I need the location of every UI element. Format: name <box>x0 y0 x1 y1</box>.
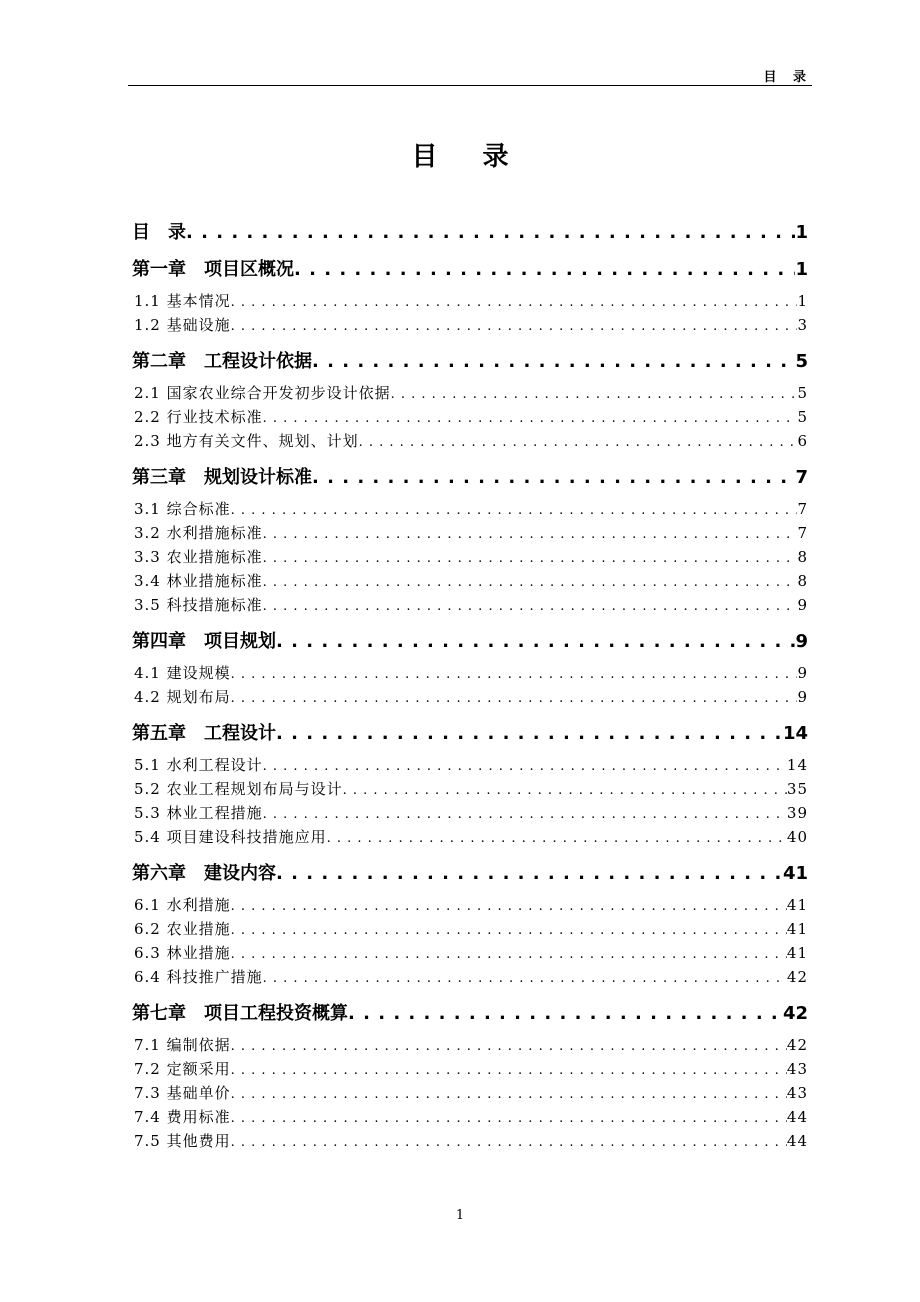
toc-entry-page: 7 <box>797 524 808 542</box>
toc-section-entry[interactable] <box>132 1106 808 1128</box>
toc-section-entry[interactable] <box>132 594 808 616</box>
toc-entry-label: 第四章 项目规划 <box>132 631 276 652</box>
toc-entry-page: 5 <box>797 408 808 426</box>
toc-entry-label: 7.4 费用标准 <box>134 1108 231 1126</box>
toc-section-entry[interactable] <box>132 802 808 824</box>
toc-entry-page: 14 <box>786 756 808 774</box>
toc-section-entry[interactable] <box>132 826 808 848</box>
toc-entry-label: 5.2 农业工程规划布局与设计 <box>134 780 343 798</box>
toc-section-entry[interactable] <box>132 570 808 592</box>
toc-chapter-entry[interactable] <box>132 859 808 885</box>
toc-dot-leader <box>231 1039 787 1054</box>
toc-entry-label: 7.5 其他费用 <box>134 1132 231 1150</box>
toc-dot-leader <box>231 667 798 682</box>
toc-chapter-entry[interactable] <box>132 999 808 1025</box>
toc-dot-leader <box>231 691 798 706</box>
toc-dot-leader <box>327 831 787 846</box>
toc-section-entry[interactable] <box>132 942 808 964</box>
toc-dot-leader <box>231 1063 787 1078</box>
toc-entry-page: 43 <box>786 1060 808 1078</box>
toc-section-entry[interactable] <box>132 382 808 404</box>
toc-section-entry[interactable] <box>132 966 808 988</box>
toc-dot-leader <box>263 551 798 566</box>
toc-entry-label: 2.2 行业技术标准 <box>134 408 263 426</box>
toc-entry-label: 第六章 建设内容 <box>132 863 276 884</box>
toc-entry-label: 1.1 基本情况 <box>134 292 231 310</box>
toc-dot-leader <box>186 222 795 243</box>
toc-entry-label: 4.1 建设规模 <box>134 664 231 682</box>
toc-entry-page: 8 <box>797 548 808 566</box>
toc-dot-leader <box>231 899 787 914</box>
toc-entry-page: 35 <box>786 780 808 798</box>
toc-entry-page: 42 <box>786 1036 808 1054</box>
toc-dot-leader <box>391 387 798 402</box>
toc-chapter-entry[interactable] <box>132 627 808 653</box>
toc-entry-label: 7.3 基础单价 <box>134 1084 231 1102</box>
toc-section-entry[interactable] <box>132 894 808 916</box>
toc-entry-page: 41 <box>786 944 808 962</box>
toc-entry-label: 2.3 地方有关文件、规划、计划 <box>134 432 359 450</box>
toc-entry-label: 6.1 水利措施 <box>134 896 231 914</box>
toc-entry-page: 5 <box>797 384 808 402</box>
toc-entry-page: 1 <box>795 222 808 243</box>
toc-section-entry[interactable] <box>132 430 808 452</box>
toc-dot-leader <box>231 319 798 334</box>
toc-dot-leader <box>263 759 787 774</box>
toc-entry-page: 41 <box>786 896 808 914</box>
toc-entry-label: 7.2 定额采用 <box>134 1060 231 1078</box>
toc-section-entry[interactable] <box>132 1034 808 1056</box>
toc-dot-leader <box>276 863 783 884</box>
toc-dot-leader <box>263 807 787 822</box>
toc-entry-page: 9 <box>797 664 808 682</box>
toc-dot-leader <box>276 631 795 652</box>
toc-dot-leader <box>231 1087 787 1102</box>
toc-entry-label: 第一章 项目区概况 <box>132 259 294 280</box>
toc-dot-leader <box>231 923 787 938</box>
toc-entry-label: 1.2 基础设施 <box>134 316 231 334</box>
toc-entry-label: 3.3 农业措施标准 <box>134 548 263 566</box>
toc-entry-page: 5 <box>795 351 808 372</box>
toc-dot-leader <box>263 599 798 614</box>
toc-section-entry[interactable] <box>132 1058 808 1080</box>
toc-entry-page: 9 <box>797 688 808 706</box>
toc-dot-leader <box>231 295 798 310</box>
toc-section-entry[interactable] <box>132 290 808 312</box>
toc-entry-label: 5.4 项目建设科技措施应用 <box>134 828 327 846</box>
toc-section-entry[interactable] <box>132 686 808 708</box>
toc-entry-label: 2.1 国家农业综合开发初步设计依据 <box>134 384 391 402</box>
toc-chapter-entry[interactable] <box>132 347 808 373</box>
toc-dot-leader <box>231 947 787 962</box>
toc-entry-page: 42 <box>782 1003 808 1024</box>
toc-entry-label: 6.4 科技推广措施 <box>134 968 263 986</box>
toc-entry-label: 4.2 规划布局 <box>134 688 231 706</box>
toc-section-entry[interactable] <box>132 1130 808 1152</box>
toc-dot-leader <box>231 503 798 518</box>
toc-entry-label: 5.3 林业工程措施 <box>134 804 263 822</box>
toc-section-entry[interactable] <box>132 662 808 684</box>
toc-entry-page: 8 <box>797 572 808 590</box>
toc-section-entry[interactable] <box>132 314 808 336</box>
page-number: 1 <box>455 1208 465 1223</box>
toc-entry-page: 44 <box>786 1132 808 1150</box>
toc-entry-label: 7.1 编制依据 <box>134 1036 231 1054</box>
toc-entry-page: 9 <box>795 631 808 652</box>
toc-dot-leader <box>263 527 798 542</box>
toc-entry-label: 3.4 林业措施标准 <box>134 572 263 590</box>
toc-entry-page: 43 <box>786 1084 808 1102</box>
toc-entry-label: 3.2 水利措施标准 <box>134 524 263 542</box>
toc-chapter-entry[interactable] <box>132 463 808 489</box>
toc-chapter-entry[interactable] <box>132 255 808 281</box>
toc-entry-page: 44 <box>786 1108 808 1126</box>
toc-section-entry[interactable] <box>132 522 808 544</box>
toc-entry-page: 42 <box>786 968 808 986</box>
toc-entry-page: 1 <box>795 259 808 280</box>
toc-dot-leader <box>312 351 795 372</box>
toc-entry-page: 40 <box>786 828 808 846</box>
toc-dot-leader <box>276 723 783 744</box>
toc-entry-page: 3 <box>797 316 808 334</box>
toc-dot-leader <box>263 971 787 986</box>
toc-chapter-entry[interactable] <box>132 719 808 745</box>
toc-entry-label: 3.1 综合标准 <box>134 500 231 518</box>
toc-section-entry[interactable] <box>132 1082 808 1104</box>
toc-entry-page: 41 <box>782 863 808 884</box>
toc-dot-leader <box>263 575 798 590</box>
toc-entry-label: 目 录 <box>132 222 186 243</box>
toc-section-entry[interactable] <box>132 754 808 776</box>
toc-entry-page: 6 <box>797 432 808 450</box>
toc-entry-label: 6.2 农业措施 <box>134 920 231 938</box>
toc-dot-leader <box>231 1111 787 1126</box>
page-title: 目 录 <box>411 142 527 172</box>
toc-section-entry[interactable] <box>132 406 808 428</box>
toc-dot-leader <box>343 783 787 798</box>
header-rule <box>128 85 812 86</box>
toc-chapter-entry[interactable] <box>132 218 808 244</box>
running-header: 目 录 <box>763 70 812 85</box>
toc-entry-page: 7 <box>795 467 808 488</box>
toc-dot-leader <box>231 1135 787 1150</box>
toc-section-entry[interactable] <box>132 918 808 940</box>
toc-entry-label: 第七章 项目工程投资概算 <box>132 1003 348 1024</box>
toc-section-entry[interactable] <box>132 498 808 520</box>
toc-dot-leader <box>263 411 798 426</box>
toc-entry-page: 7 <box>797 500 808 518</box>
toc-section-entry[interactable] <box>132 546 808 568</box>
toc-entry-page: 1 <box>797 292 808 310</box>
toc-entry-page: 39 <box>786 804 808 822</box>
toc-entry-label: 第二章 工程设计依据 <box>132 351 312 372</box>
toc-dot-leader <box>348 1003 783 1024</box>
toc-dot-leader <box>359 435 798 450</box>
toc-section-entry[interactable] <box>132 778 808 800</box>
toc-dot-leader <box>294 259 795 280</box>
toc-entry-label: 3.5 科技措施标准 <box>134 596 263 614</box>
toc-entry-label: 第五章 工程设计 <box>132 723 276 744</box>
toc-entry-label: 6.3 林业措施 <box>134 944 231 962</box>
toc-entry-page: 14 <box>782 723 808 744</box>
toc-entry-page: 9 <box>797 596 808 614</box>
toc-dot-leader <box>312 467 795 488</box>
toc-entry-page: 41 <box>786 920 808 938</box>
toc-entry-label: 第三章 规划设计标准 <box>132 467 312 488</box>
toc-entry-label: 5.1 水利工程设计 <box>134 756 263 774</box>
